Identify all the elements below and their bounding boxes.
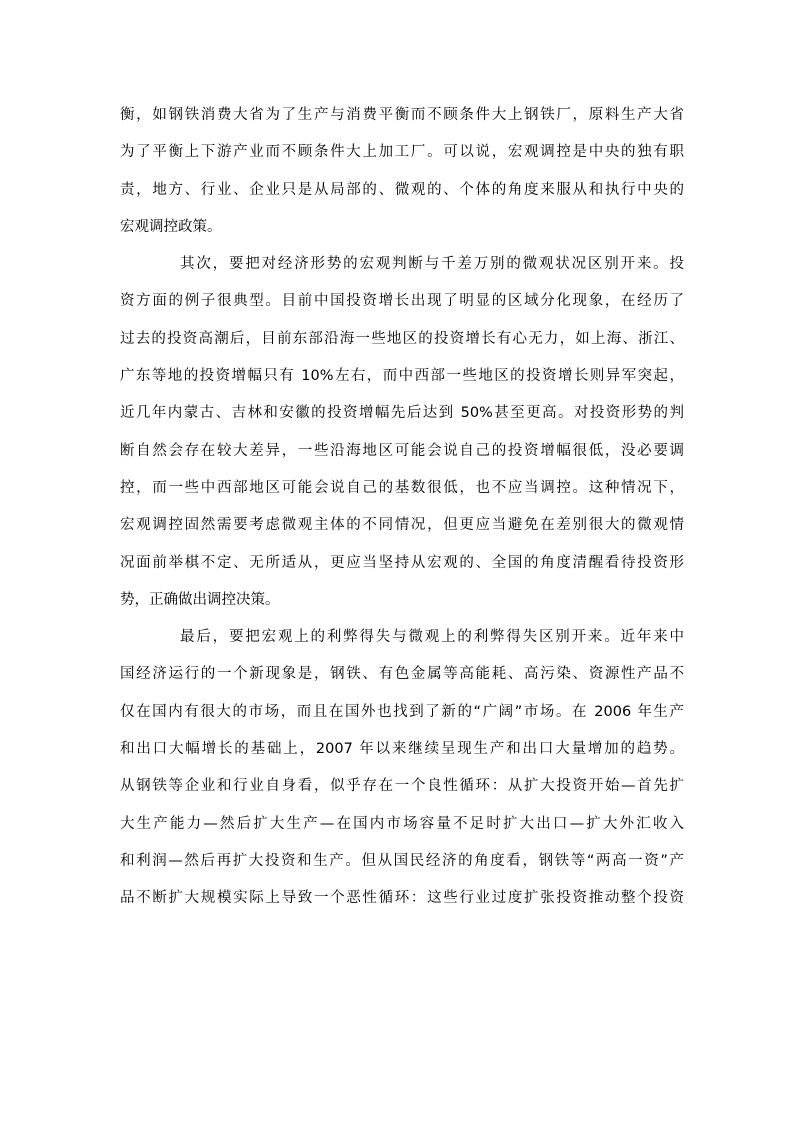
text-line: 广东等地的投资增幅只有 10%左右，而中西部一些地区的投资增长则异军突起， xyxy=(120,368,684,385)
paragraph-2 xyxy=(120,246,684,619)
text-line: 责，地方、行业、企业只是从局部的、微观的、个体的角度来服从和执行中央的 xyxy=(120,181,684,198)
text-line: 和利润—然后再扩大投资和生产。但从国民经济的角度看，钢铁等“两高一资”产 xyxy=(120,852,684,869)
text-line: 为了平衡上下游产业而不顾条件大上加工厂。可以说，宏观调控是中央的独有职 xyxy=(120,144,684,161)
text-line: 资方面的例子很典型。目前中国投资增长出现了明显的区域分化现象，在经历了 xyxy=(120,293,684,310)
paragraph-1 xyxy=(120,97,684,246)
text-line: 和出口大幅增长的基础上，2007 年以来继续呈现生产和出口大量增加的趋势。 xyxy=(120,741,684,758)
text-line: 国经济运行的一个新现象是，钢铁、有色金属等高能耗、高污染、资源性产品不 xyxy=(120,666,684,683)
text-line: 大生产能力—然后扩大生产—在国内市场容量不足时扩大出口—扩大外汇收入 xyxy=(120,815,684,832)
text-line: 宏观调控固然需要考虑微观主体的不同情况，但更应当避免在差别很大的微观情 xyxy=(120,517,684,534)
text-line: 品不断扩大规模实际上导致一个恶性循环：这些行业过度扩张投资推动整个投资 xyxy=(120,890,684,907)
text-line: 从钢铁等企业和行业自身看，似乎存在一个良性循环：从扩大投资开始—首先扩 xyxy=(120,778,684,795)
text-line: 况面前举棋不定、无所适从，更应当坚持从宏观的、全国的角度清醒看待投资形 xyxy=(120,554,684,571)
text-line: 过去的投资高潮后，目前东部沿海一些地区的投资增长有心无力，如上海、浙江、 xyxy=(120,330,684,347)
text-line: 最后，要把宏观上的利弊得失与微观上的利弊得失区别开来。近年来中 xyxy=(180,629,684,646)
text-line: 控，而一些中西部地区可能会说自己的基数很低，也不应当调控。这种情况下， xyxy=(120,479,684,496)
text-line: 仅在国内有很大的市场，而且在国外也找到了新的“广阔”市场。在 2006 年生产 xyxy=(120,703,684,720)
text-line: 近几年内蒙古、吉林和安徽的投资增幅先后达到 50%甚至更高。对投资形势的判 xyxy=(120,405,684,422)
text-line: 宏观调控政策。 xyxy=(120,218,222,235)
text-line: 断自然会存在较大差异，一些沿海地区可能会说自己的投资增幅很低，没必要调 xyxy=(120,442,684,459)
text-line: 其次，要把对经济形势的宏观判断与千差万别的微观状况区别开来。投 xyxy=(180,256,684,273)
text-line: 衡，如钢铁消费大省为了生产与消费平衡而不顾条件大上钢铁厂，原料生产大省 xyxy=(120,107,684,123)
paragraph-3 xyxy=(120,619,684,917)
text-line: 势，正确做出调控决策。 xyxy=(120,591,280,608)
body-text xyxy=(120,97,684,918)
